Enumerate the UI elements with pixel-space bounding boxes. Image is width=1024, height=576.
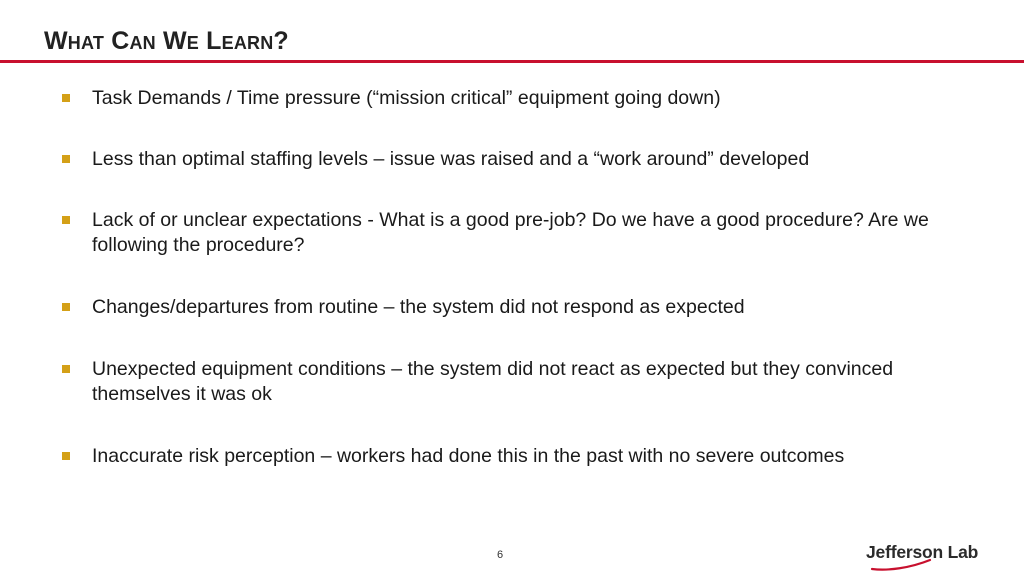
bullet-text: Changes/departures from routine – the system did not respond as expected xyxy=(92,296,745,318)
logo-swoosh-icon xyxy=(870,558,932,572)
square-bullet-icon xyxy=(62,303,70,311)
page-number: 6 xyxy=(497,549,504,561)
bullet-text: Inaccurate risk perception – workers had done this in the past with no severe outcomes xyxy=(92,445,845,467)
square-bullet-icon xyxy=(62,94,70,102)
slide-title: What Can We Learn? xyxy=(44,27,289,55)
jefferson-lab-logo xyxy=(866,541,986,573)
title-divider xyxy=(0,60,1024,63)
bullet-text: Task Demands / Time pressure (“mission critical” equipment going down) xyxy=(92,87,721,109)
bullet-text: Less than optimal staffing levels – issue was raised and a “work around” developed xyxy=(92,148,810,170)
square-bullet-icon xyxy=(62,155,70,163)
bullet-text: Lack of or unclear expectations - What is a good pre-job? Do we have a good procedure? Are we following the procedure? xyxy=(92,209,929,256)
bullet-text: Unexpected equipment conditions – the system did not react as expected but they convinced themselves it was ok xyxy=(92,358,894,405)
square-bullet-icon xyxy=(62,452,70,460)
logo-text: Jefferson Lab xyxy=(866,542,979,562)
square-bullet-icon xyxy=(62,365,70,373)
square-bullet-icon xyxy=(62,216,70,224)
